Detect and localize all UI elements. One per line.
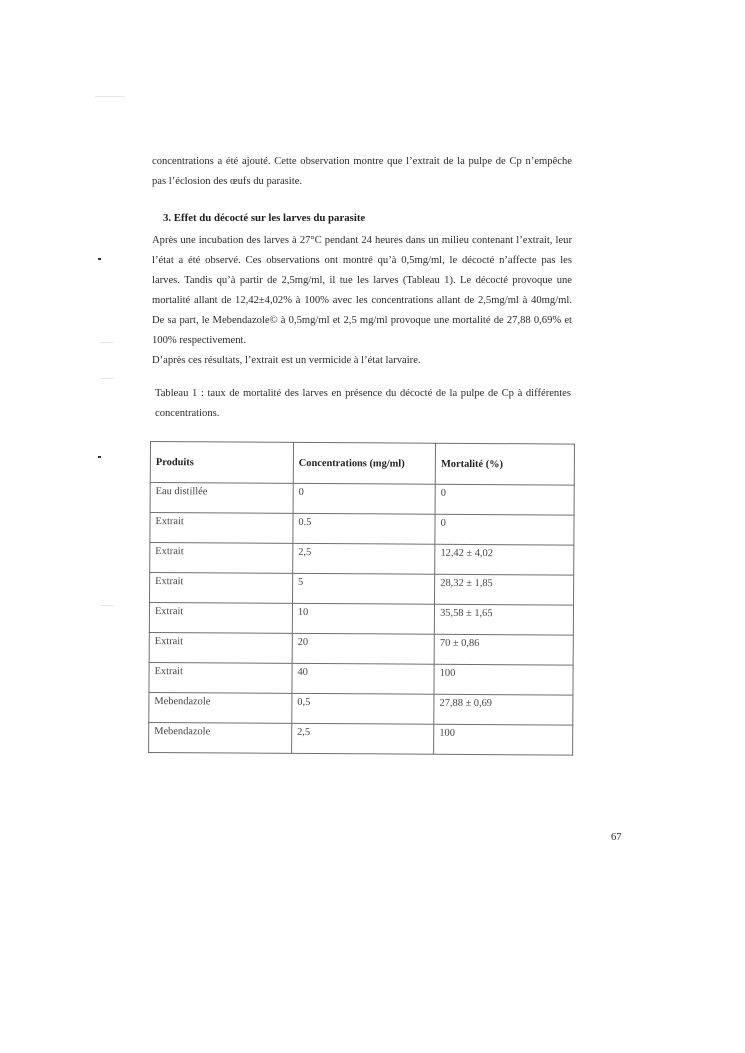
cell-mortality: 28,32 ± 1,85 xyxy=(435,574,574,605)
header-concentrations: Concentrations (mg/ml) xyxy=(293,442,435,484)
cell-product: Extrait xyxy=(150,573,293,604)
cell-product: Mebendazole xyxy=(149,722,292,753)
table-row xyxy=(149,603,573,636)
section-heading: 3. Effet du décocté sur les larves du parasite xyxy=(163,212,366,224)
table-header-row xyxy=(150,442,574,486)
cell-mortality: 70 ± 0,86 xyxy=(434,634,573,665)
page-number: 67 xyxy=(611,832,622,843)
cell-mortality: 0 xyxy=(435,484,574,515)
table-row xyxy=(149,632,573,665)
cell-concentration: 0.5 xyxy=(293,513,435,544)
header-mortalite: Mortalité (%) xyxy=(435,443,574,485)
cell-concentration: 10 xyxy=(292,603,434,634)
scan-mark xyxy=(100,605,114,606)
cell-product: Extrait xyxy=(149,632,292,663)
scan-speck xyxy=(98,456,101,458)
scan-mark xyxy=(95,96,125,97)
table-row xyxy=(150,543,574,576)
table-row xyxy=(149,692,573,725)
table-caption: Tableau 1 : taux de mortalité des larves en présence du décocté de la pulpe de Cp à différentes concentrations. xyxy=(155,388,571,419)
table-row xyxy=(150,513,574,546)
scan-mark xyxy=(100,378,114,379)
table-row xyxy=(149,662,573,695)
header-produits: Produits xyxy=(150,442,293,484)
cell-mortality: 12,42 ± 4,02 xyxy=(435,544,574,575)
cell-product: Mebendazole xyxy=(149,692,292,723)
table-row xyxy=(150,573,574,606)
table-row xyxy=(150,483,574,516)
cell-concentration: 20 xyxy=(292,633,434,664)
scan-mark xyxy=(100,342,114,343)
cell-product: Extrait xyxy=(149,662,292,693)
results-paragraph: Après une incubation des larves à 27°C pendant 24 heures dans un milieu contenant l’extrait, leur l’état a été observé. Ces observations ont montré qu’à 0,5mg/ml, le décocté n’affecte pas les larves. Tandis qu’à partir de 2,5mg/ml, il tue les larves (Tableau 1). Le décocté provoque une mortalité allant de 12,42±4,02% à 100% avec les concentrations allant de 2,5mg/ml à 40mg/ml. De sa part, le Mebendazole© à 0,5mg/ml et 2,5 mg/ml provoque une mortalité de 27,88 0,69% et 100% respectivement. xyxy=(152,235,572,346)
table-row xyxy=(149,722,573,755)
cell-mortality: 27,88 ± 0,69 xyxy=(434,694,573,725)
mortality-table xyxy=(148,441,575,756)
cell-concentration: 0,5 xyxy=(292,693,434,724)
cell-mortality: 35,58 ± 1,65 xyxy=(434,604,573,635)
conclusion-paragraph: D’après ces résultats, l’extrait est un vermicide à l’état larvaire. xyxy=(152,355,421,366)
cell-product: Eau distillée xyxy=(150,483,293,514)
cell-concentration: 5 xyxy=(292,573,434,604)
body-paragraph xyxy=(152,231,572,371)
cell-mortality: 100 xyxy=(434,724,573,755)
cell-concentration: 2,5 xyxy=(291,723,433,754)
scan-speck xyxy=(98,258,101,260)
cell-product: Extrait xyxy=(150,543,293,574)
cell-concentration: 0 xyxy=(293,483,435,514)
cell-concentration: 40 xyxy=(292,663,434,694)
cell-mortality: 0 xyxy=(435,514,574,545)
cell-mortality: 100 xyxy=(434,664,573,695)
cell-concentration: 2,5 xyxy=(293,543,435,574)
cell-product: Extrait xyxy=(150,513,293,544)
cell-product: Extrait xyxy=(149,603,292,634)
intro-paragraph: concentrations a été ajouté. Cette observation montre que l’extrait de la pulpe de Cp n’empêche pas l’éclosion des œufs du parasite. xyxy=(152,156,572,187)
